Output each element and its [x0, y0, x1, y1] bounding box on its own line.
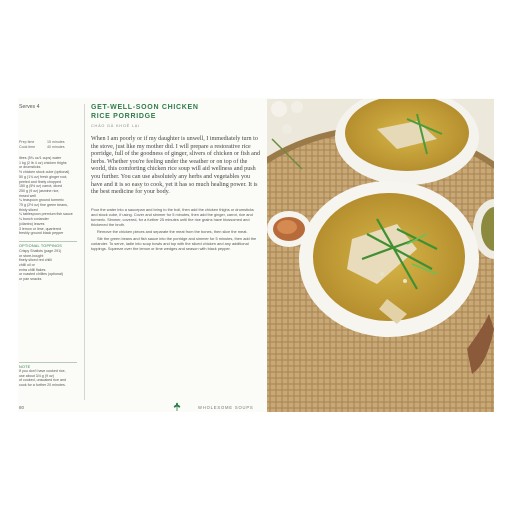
ingredient-line: ½ chicken stock cube (optional): [19, 170, 70, 175]
method-step: Stir the green beans and fish sauce into the porridge and simmer for 5 minutes, then add the coriander. To serve, ladle into soup bowls and top with the sliced chicken and any additional toppings. Squeeze over the lemon or lime wedges and season with black pepper.: [91, 236, 257, 252]
ingredient-line: ¼ tablespoon premium fish sauce: [19, 212, 73, 217]
method-step: Remove the chicken pieces and separate the meat from the bones, then slice the meat.: [97, 229, 248, 235]
ingredient-line: (cilantro) leaves: [19, 221, 45, 226]
ingredients-column: [19, 104, 77, 282]
ingredient-line: 75 g (2½ oz) fine green beans,: [19, 203, 68, 208]
topping-line: extra chilli flakes: [19, 267, 46, 272]
column-divider: [84, 104, 85, 400]
topping-line: chilli oil or: [19, 263, 35, 268]
ingredient-line: 50 g (1¾ oz) fresh ginger root,: [19, 174, 68, 179]
ingredient-line: freshly ground black pepper: [19, 231, 64, 236]
ingredient-line: 1 kg (2 lb 4 oz) chicken thighs: [19, 160, 67, 165]
herb-logo-icon: [172, 402, 182, 412]
topping-line: finely sliced red chilli: [19, 258, 52, 263]
note-text: [19, 369, 79, 388]
optional-toppings-heading: OPTIONAL TOPPINGS: [19, 241, 77, 248]
porridge-photo: [267, 99, 494, 412]
recipe-intro: When I am poorly or if my daughter is unwell, I immediately turn to the stove, just like my mother did. I will prepare a restorative rice porridge, full of the goodness of ginger, slivers of chicken or fish and herbs. Whether you're feeling under the weather or on top of the world, this comforting chicken rice soup will aid wellness and push you further. You can use absolutely any herbs and vegetables you have and it is so easy to cook, yet it has so much healing power. It is the best medicine for your body.: [91, 136, 260, 196]
page-number: 80: [19, 405, 25, 410]
ingredient-line: thinly sliced: [19, 207, 38, 212]
cook-time: [19, 145, 77, 150]
recipe-subtitle: CHÁO GÀ KHOẺ LẠI: [91, 124, 140, 128]
note-line: of cooked, unsoaked rice and: [19, 378, 66, 383]
ingredient-line: rinsed well: [19, 193, 36, 198]
recipe-title-line: GET-WELL-SOON CHICKEN: [91, 104, 199, 111]
ingredient-line: ¼ bunch coriander: [19, 217, 49, 222]
ingredient-line: 3 lemon or lime, quartered: [19, 226, 61, 231]
recipe-title: [91, 104, 261, 121]
prep-time-label: Prep time: [19, 140, 35, 144]
recipe-body: [91, 104, 261, 254]
ingredient-line: 250 g (9 oz) jasmine rice,: [19, 188, 60, 193]
note-line: cook for a further 20 minutes.: [19, 383, 66, 388]
topping-line: Crispy Shallots (page 291): [19, 248, 62, 253]
recipe-method: [91, 207, 261, 252]
ingredient-line: peeled and finely chopped: [19, 179, 61, 184]
prep-time-value: 15 minutes: [47, 140, 65, 144]
ingredient-line: litres (5¾ oz/1 cups) water: [19, 156, 62, 160]
method-step: Pour the water into a saucepan and bring to the boil, then add the chicken thighs or drumsticks and stock cube, if using. Cover and simmer for 5 minutes, then add the ginger, carrot, rice and turmeric. Simmer, covered, for a further 25 minutes until the rice grains have blossomed and thickened the broth.: [91, 206, 254, 228]
topping-line: or store-bought: [19, 253, 44, 258]
optional-toppings-list: [19, 249, 77, 282]
section-name: WHOLESOME SOUPS: [198, 405, 254, 410]
cook-time-value: 40 minutes: [47, 145, 65, 149]
topping-line: or pan snacks: [19, 277, 42, 282]
ingredient-line: or drumsticks: [19, 165, 41, 170]
ingredient-line: 150 g (5½ oz) carrot, diced: [19, 184, 62, 189]
note-heading: NOTE: [19, 362, 77, 369]
cook-time-label: Cook time: [19, 145, 36, 149]
main-bowl: [299, 181, 479, 337]
note-line: use about 3/4 g (9 oz): [19, 373, 54, 378]
serves-label: Serves 4: [19, 104, 40, 110]
ingredient-list: [19, 156, 77, 236]
topping-line: or roasted chillies (optional): [19, 272, 63, 277]
ingredient-line: ¼ teaspoon ground turmeric: [19, 198, 64, 203]
note-line: If you don't have cooked rice,: [19, 369, 66, 373]
recipe-title-line: RICE PORRIDGE: [91, 112, 157, 120]
